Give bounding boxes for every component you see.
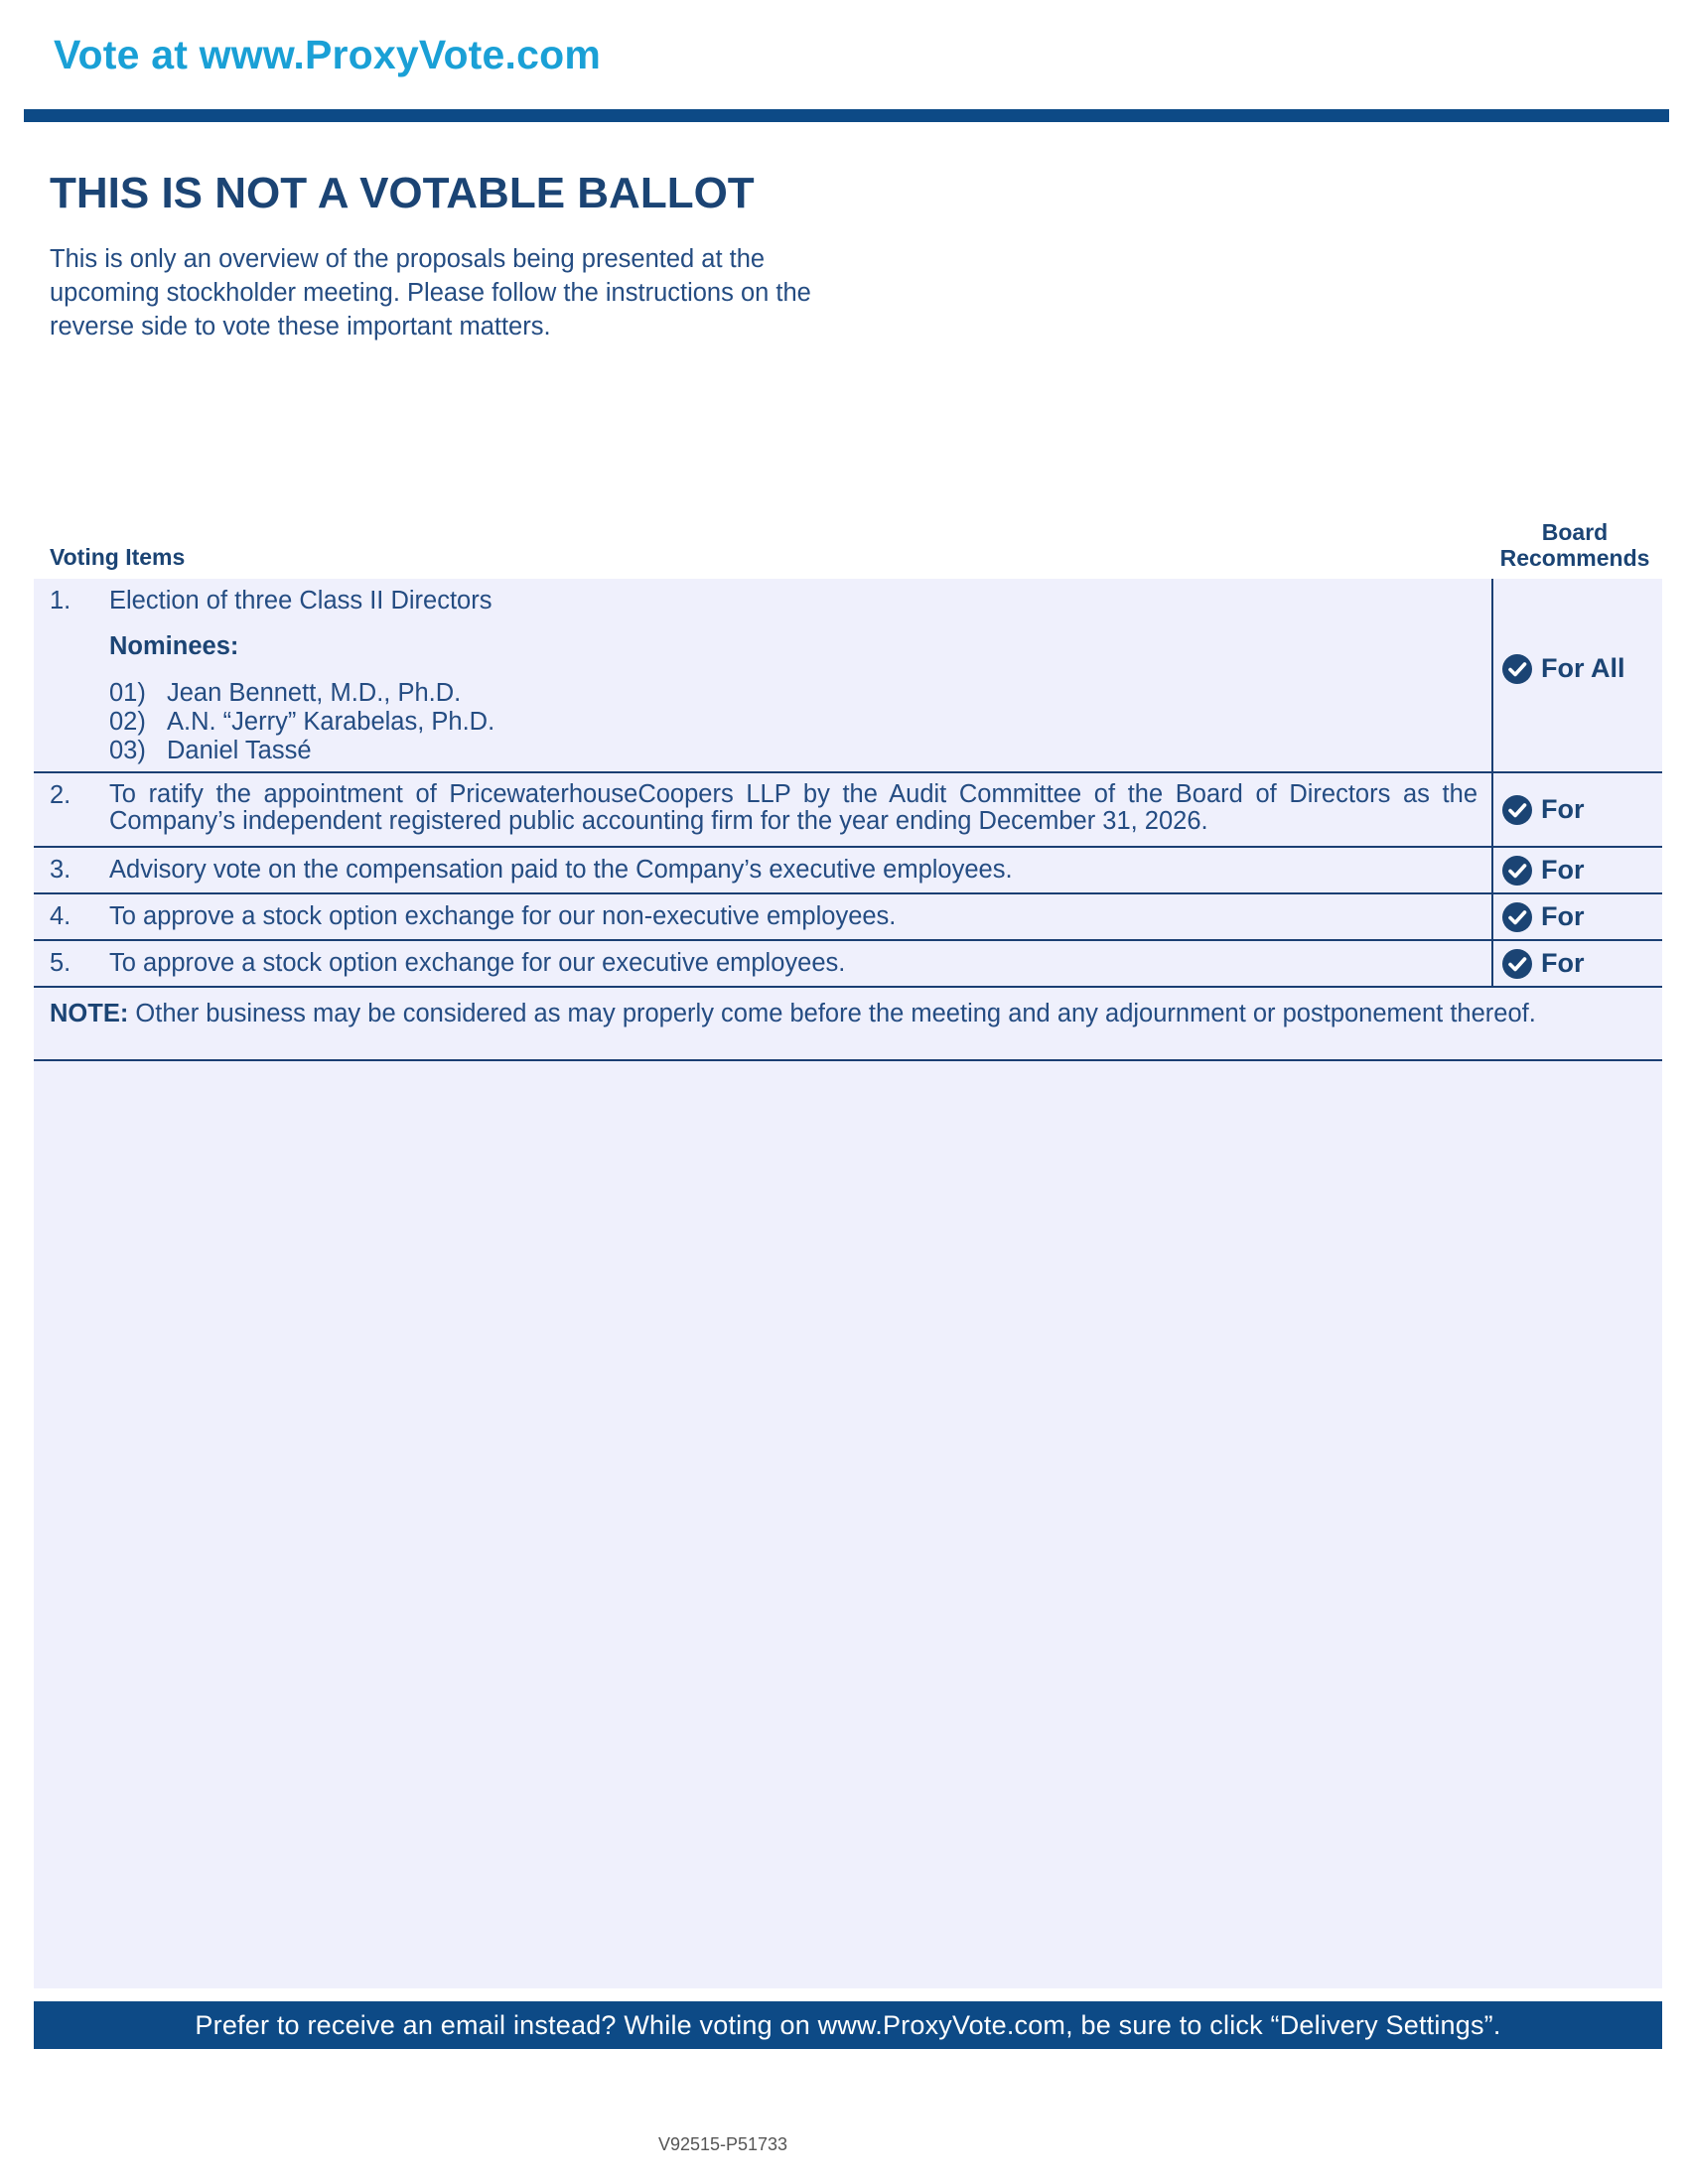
nominee-name: A.N. “Jerry” Karabelas, Ph.D. [167, 708, 495, 736]
nominee-number: 01) [109, 679, 146, 707]
recommendation-label: For [1541, 794, 1585, 824]
delivery-settings-banner: Prefer to receive an email instead? While voting on www.ProxyVote.com, be sure to click “Delivery Settings”. [34, 2001, 1662, 2049]
item-description [34, 579, 1493, 771]
item-number: 4. [50, 902, 71, 930]
nominee-name: Jean Bennett, M.D., Ph.D. [167, 679, 462, 707]
item-text: To approve a stock option exchange for our executive employees. [109, 949, 846, 977]
nominee-item [109, 708, 1491, 737]
check-circle-icon [1501, 948, 1533, 980]
item-description [34, 941, 1493, 986]
voting-item-3 [34, 848, 1662, 894]
item-recommendation [1493, 773, 1660, 846]
item-text: To ratify the appointment of PricewaterhouseCoopers LLP by the Audit Committee of the Board of Directors as the Company’s independent registered public accounting firm for the year ending December 31, 2026. [109, 780, 1477, 835]
voting-item-4 [34, 894, 1662, 941]
nominee-number: 02) [109, 708, 146, 736]
voting-items-table [34, 579, 1662, 1061]
header-rule [24, 109, 1669, 122]
note-text: Other business may be considered as may properly come before the meeting and any adjournment or postponement thereof. [128, 1000, 1536, 1027]
vote-url-heading: Vote at www.ProxyVote.com [54, 32, 602, 77]
item-number: 1. [50, 587, 71, 614]
nominees-label: Nominees: [109, 632, 239, 660]
voting-item-2 [34, 773, 1662, 848]
nominee-list [109, 679, 1491, 765]
recommendation-label: For All [1541, 653, 1625, 683]
nominee-name: Daniel Tassé [167, 737, 312, 764]
nominee-number: 03) [109, 737, 146, 764]
recommendation-label: For [1541, 948, 1585, 978]
item-text: Advisory vote on the compensation paid to the Company’s executive employees. [109, 856, 1013, 884]
item-recommendation [1493, 579, 1660, 771]
check-circle-icon [1501, 653, 1533, 685]
document-code: V92515-P51733 [657, 2134, 788, 2154]
board-recommends-header [1495, 519, 1654, 571]
item-text: To approve a stock option exchange for our non-executive employees. [109, 902, 897, 930]
item-number: 2. [50, 781, 71, 809]
check-circle-icon [1501, 901, 1533, 933]
recommendation-label: For [1541, 855, 1585, 885]
check-circle-icon [1501, 855, 1533, 887]
item-recommendation [1493, 894, 1660, 939]
item-recommendation [1493, 941, 1660, 986]
item-number: 5. [50, 949, 71, 977]
note-label: NOTE: [50, 1000, 129, 1027]
recommendation-label: For [1541, 901, 1585, 931]
voting-item-1 [34, 579, 1662, 773]
page-title: THIS IS NOT A VOTABLE BALLOT [50, 169, 755, 217]
item-text: Election of three Class II Directors [109, 587, 492, 614]
board-header-line1: Board [1541, 519, 1609, 545]
voting-item-5 [34, 941, 1662, 988]
voting-items-header: Voting Items [50, 544, 186, 570]
board-header-line2: Recommends [1499, 545, 1650, 571]
intro-paragraph: This is only an overview of the proposals being presented at the upcoming stockholder meeting. Please follow the instructions on the reverse side to vote these important matters. [50, 245, 811, 341]
nominee-item [109, 679, 1491, 708]
item-description [34, 894, 1493, 939]
item-number: 3. [50, 856, 71, 884]
nominee-item [109, 737, 1491, 765]
item-description [34, 773, 1493, 846]
note-row [34, 988, 1662, 1061]
item-recommendation [1493, 848, 1660, 892]
check-circle-icon [1501, 794, 1533, 826]
item-description [34, 848, 1493, 892]
